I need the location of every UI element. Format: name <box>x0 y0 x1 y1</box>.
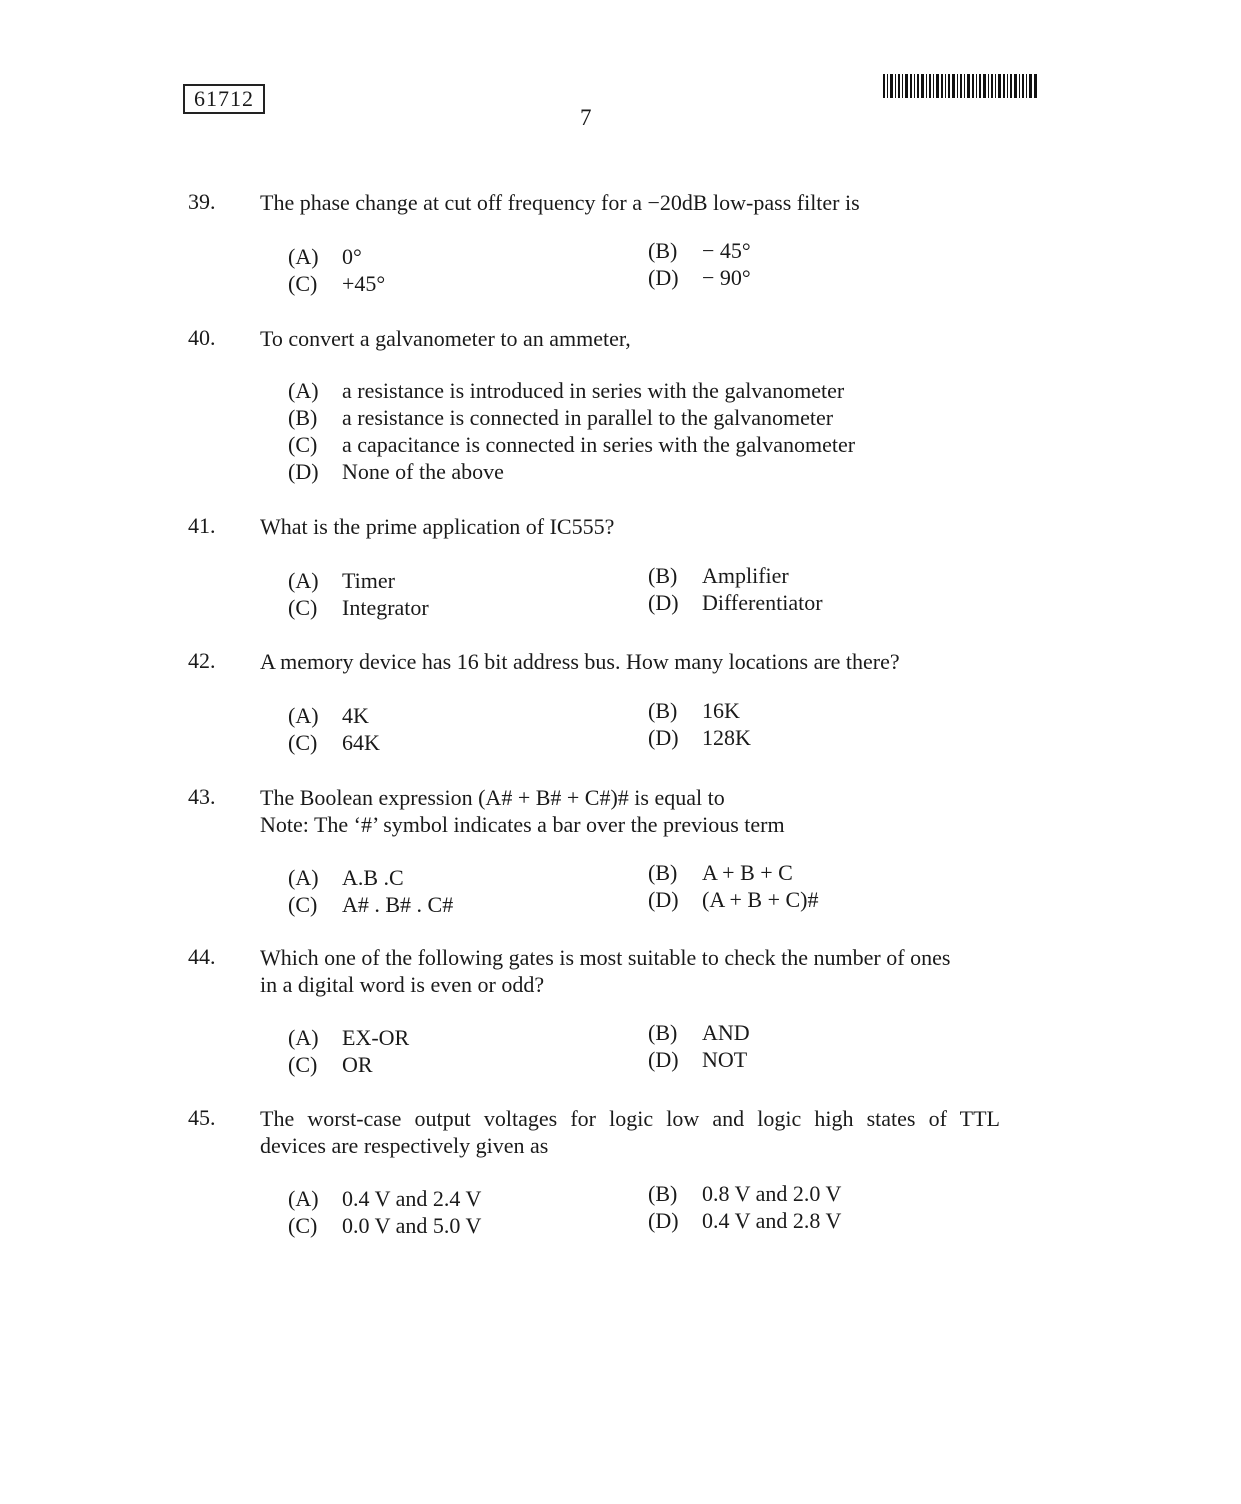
question-text: Which one of the following gates is most suitable to check the number of ones in a digital word is even or odd? <box>260 945 951 997</box>
question-number: 39. <box>188 189 216 214</box>
option-b[interactable]: (B) Amplifier <box>648 563 789 588</box>
question-text: The phase change at cut off frequency for a −20dB low-pass filter is <box>260 190 860 215</box>
option-a[interactable]: (A) a resistance is introduced in series with the galvanometer <box>288 378 845 403</box>
option-c[interactable]: (C) +45° <box>288 271 386 296</box>
option-c[interactable]: (C) 0.0 V and 5.0 V <box>288 1213 482 1238</box>
option-d[interactable]: (D) NOT <box>648 1047 748 1072</box>
option-c[interactable]: (C) A# . B# . C# <box>288 892 454 917</box>
page-number: 7 <box>580 105 592 130</box>
question-number: 41. <box>188 513 216 538</box>
option-d[interactable]: (D) − 90° <box>648 265 751 290</box>
paper-code: 61712 <box>183 84 265 114</box>
question-number: 40. <box>188 325 216 350</box>
question-text: A memory device has 16 bit address bus. How many locations are there? <box>260 649 900 674</box>
option-a[interactable]: (A) A.B .C <box>288 865 404 890</box>
option-a[interactable]: (A) 0° <box>288 244 362 269</box>
option-a[interactable]: (A) 0.4 V and 2.4 V <box>288 1186 482 1211</box>
option-d[interactable]: (D) 0.4 V and 2.8 V <box>648 1208 842 1233</box>
option-b[interactable]: (B) a resistance is connected in parallel to the galvanometer <box>288 405 834 430</box>
option-c[interactable]: (C) 64K <box>288 730 380 755</box>
option-a[interactable]: (A) 4K <box>288 703 369 728</box>
question-number: 43. <box>188 784 216 809</box>
option-c[interactable]: (C) a capacitance is connected in series with the galvanometer <box>288 432 856 457</box>
question-number: 44. <box>188 944 216 969</box>
question-text: What is the prime application of IC555? <box>260 514 615 539</box>
option-b[interactable]: (B) A + B + C <box>648 860 793 885</box>
option-c[interactable]: (C) OR <box>288 1052 373 1077</box>
option-b[interactable]: (B) AND <box>648 1020 750 1045</box>
option-c[interactable]: (C) Integrator <box>288 595 429 620</box>
option-a[interactable]: (A) EX-OR <box>288 1025 410 1050</box>
question-number: 45. <box>188 1105 216 1130</box>
question-text: The worst-case output voltages for logic low and logic high states of TTL devices are respectively given as <box>260 1106 1000 1158</box>
option-b[interactable]: (B) − 45° <box>648 238 751 263</box>
question-text: The Boolean expression (A# + B# + C#)# is equal to Note: The ‘#’ symbol indicates a bar over the previous term <box>260 785 785 837</box>
option-d[interactable]: (D) Differentiator <box>648 590 823 615</box>
option-b[interactable]: (B) 16K <box>648 698 740 723</box>
option-b[interactable]: (B) 0.8 V and 2.0 V <box>648 1181 842 1206</box>
question-number: 42. <box>188 648 216 673</box>
question-text: To convert a galvanometer to an ammeter, <box>260 326 631 351</box>
option-d[interactable]: (D) (A + B + C)# <box>648 887 819 912</box>
barcode-icon <box>883 74 1037 98</box>
option-d[interactable]: (D) None of the above <box>288 459 504 484</box>
option-a[interactable]: (A) Timer <box>288 568 395 593</box>
option-d[interactable]: (D) 128K <box>648 725 751 750</box>
